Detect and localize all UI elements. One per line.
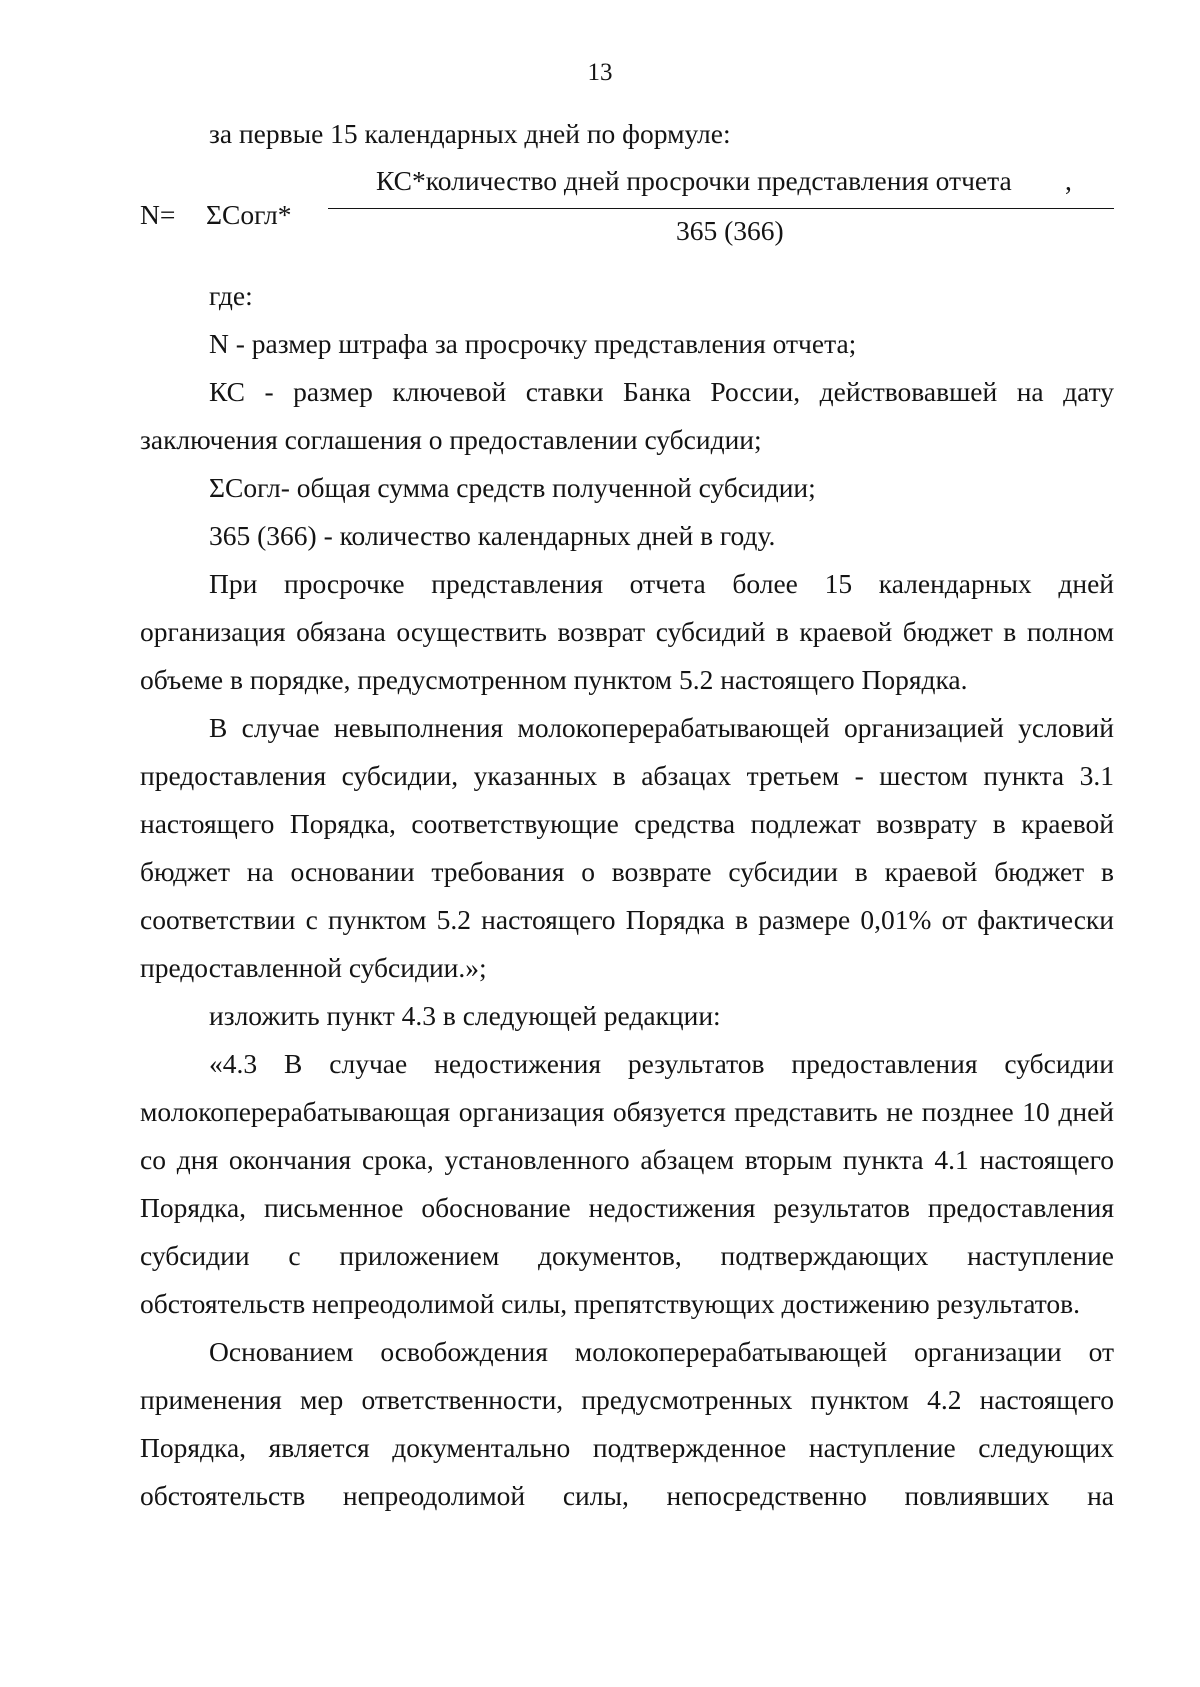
definition-ks: КС - размер ключевой ставки Банка России, действовавшей на дату заключения соглашения о предоставлении субсидии; (140, 376, 1114, 455)
paragraph-amend-4-3: изложить пункт 4.3 в следующей редакции: (209, 1000, 721, 1031)
formula-comma: , (1065, 165, 1072, 196)
definition-sum: ΣСогл- общая сумма средств полученной субсидии; (209, 472, 816, 503)
paragraph-late-report: При просрочке представления отчета более 15 календарных дней организация обязана осуществить возврат субсидий в краевой бюджет в полном объеме в порядке, предусмотренном пунктом 5.2 настоящего Порядка. (140, 568, 1114, 695)
formula-numerator: КС*количество дней просрочки представления отчета (376, 165, 1012, 196)
formula-lhs: N= (140, 199, 176, 230)
document-body (140, 110, 1114, 1520)
penalty-formula (140, 158, 1114, 266)
paragraph-4-3: «4.3 В случае недостижения результатов предоставления субсидии молокоперерабатывающая организация обязуется представить не позднее 10 дней со дня окончания срока, установленного абзацем вторым пункта 4.1 настоящего Порядка, письменное обоснование недостижения результатов предоставления субсидии с приложением документов, подтверждающих наступление обстоятельств непреодолимой силы, препятствующих достижению результатов. (140, 1048, 1114, 1319)
fraction-bar (328, 208, 1114, 209)
formula-denominator: 365 (366) (676, 215, 784, 246)
page-number: 13 (587, 59, 613, 86)
where-label: где: (209, 280, 253, 311)
formula-intro: за первые 15 календарных дней по формуле: (209, 118, 731, 149)
definition-days: 365 (366) - количество календарных дней в году. (209, 520, 776, 551)
paragraph-exemption: Основанием освобождения молокоперерабатывающей организации от применения мер ответственности, предусмотренных пунктом 4.2 настоящего Порядка, является документально подтвержденное наступление следующих обстоятельств непреодолимой силы, непосредственно повлиявших на (140, 1336, 1114, 1511)
definition-n: N - размер штрафа за просрочку представления отчета; (209, 328, 857, 359)
formula-sum-factor: ΣСогл* (206, 199, 292, 230)
paragraph-conditions: В случае невыполнения молокоперерабатывающей организацией условий предоставления субсидии, указанных в абзацах третьем - шестом пункта 3.1 настоящего Порядка, соответствующие средства подлежат возврату в краевой бюджет на основании требования о возврате субсидии в краевой бюджет в соответствии с пунктом 5.2 настоящего Порядка в размере 0,01% от фактически предоставленной субсидии.»; (140, 712, 1114, 983)
